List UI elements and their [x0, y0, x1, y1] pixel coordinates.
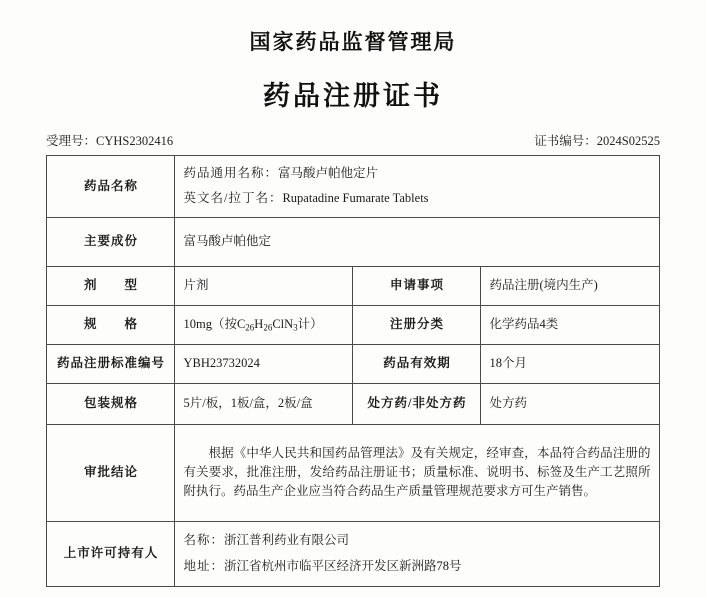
- row-value-main-ingredient: 富马酸卢帕他定: [175, 217, 659, 266]
- latin-name-label: 英文名/拉丁名：: [183, 191, 283, 206]
- conclusion-text: 根据《中华人民共和国药品管理法》及有关规定，经审查，本品符合药品注册的有关要求，批准注册，发给药品注册证书；质量标准、说明书、标签及生产工艺照所附执行。药品生产企业应当符合药品生产质量管理规范要求方可生产销售。: [183, 445, 651, 499]
- certificate-number-block: [534, 131, 660, 149]
- row-value-specification: [175, 305, 353, 344]
- certificate-table: [46, 155, 659, 587]
- table-row-holder: [47, 521, 659, 586]
- row-value-registration-category: 化学药品4类: [481, 305, 659, 344]
- row-label-application-matter: 申请事项: [353, 266, 481, 305]
- spec-suffix: 计）: [297, 316, 323, 331]
- meta-row: [0, 119, 706, 155]
- table-row-drug-name: [47, 156, 659, 218]
- holder-name-value: 浙江普利药业有限公司: [224, 533, 350, 548]
- generic-name-value: 富马酸卢帕他定片: [278, 166, 379, 180]
- certificate-number-value: 2024S02525: [596, 134, 660, 148]
- row-label-package-spec: 包装规格: [47, 383, 175, 424]
- row-label-specification: 规 格: [47, 305, 175, 344]
- generic-name-label: 药品通用名称：: [183, 166, 278, 180]
- holder-name-line: [183, 528, 650, 553]
- spec-mid-1: H: [254, 316, 264, 331]
- generic-name-line: [183, 161, 650, 186]
- row-value-package-spec: 5片/板，1板/盒，2板/盒: [175, 383, 353, 424]
- row-value-application-matter: 药品注册(境内生产): [481, 266, 659, 305]
- row-value-conclusion: [175, 424, 659, 521]
- row-value-prescription-type: 处方药: [481, 383, 659, 424]
- holder-address-line: [183, 554, 650, 579]
- row-value-holder: [175, 521, 659, 586]
- spec-sub-3: 3: [293, 321, 298, 332]
- acceptance-number-label: 受理号：: [46, 134, 97, 148]
- latin-name-value: Rupatadine Fumarate Tablets: [282, 191, 429, 206]
- holder-name-label: 名称：: [183, 533, 224, 548]
- document-title: 药品注册证书: [263, 81, 443, 111]
- table-row-specification: [47, 305, 659, 344]
- row-label-drug-name: 药品名称: [47, 156, 175, 218]
- holder-address-label: 地址：: [183, 558, 224, 573]
- row-label-prescription-type: 处方药/非处方药: [353, 383, 481, 424]
- spec-sub-1: 26: [245, 321, 255, 332]
- organization-title: 国家药品监督管理局: [249, 30, 457, 54]
- latin-name-line: [183, 186, 650, 211]
- row-label-registration-category: 注册分类: [353, 305, 481, 344]
- row-value-validity: 18个月: [481, 344, 659, 383]
- acceptance-number-block: [46, 131, 173, 149]
- row-value-drug-name: [175, 156, 659, 218]
- acceptance-number-value: CYHS2302416: [96, 134, 174, 148]
- spec-mid-2: ClN: [272, 316, 294, 331]
- row-label-conclusion: 审批结论: [47, 424, 175, 521]
- row-label-validity: 药品有效期: [353, 344, 481, 383]
- spec-prefix: 10mg（按C: [183, 316, 246, 331]
- table-row-standard-number: [47, 344, 659, 383]
- spec-sub-2: 26: [263, 321, 273, 332]
- table-row-conclusion: [47, 424, 659, 521]
- row-value-standard-number: YBH23732024: [175, 344, 353, 383]
- table-row-dosage-form: [47, 266, 659, 305]
- row-label-holder: 上市许可持有人: [47, 521, 175, 586]
- holder-address-value: 浙江省杭州市临平区经济开发区新洲路78号: [224, 558, 462, 573]
- table-row-package-spec: [47, 383, 659, 424]
- table-row-main-ingredient: [47, 217, 659, 266]
- row-label-standard-number: 药品注册标准编号: [47, 344, 175, 383]
- row-label-main-ingredient: 主要成份: [47, 217, 175, 266]
- row-value-dosage-form: 片剂: [175, 266, 353, 305]
- certificate-number-label: 证书编号：: [534, 134, 597, 148]
- row-label-dosage-form: 剂 型: [47, 266, 175, 305]
